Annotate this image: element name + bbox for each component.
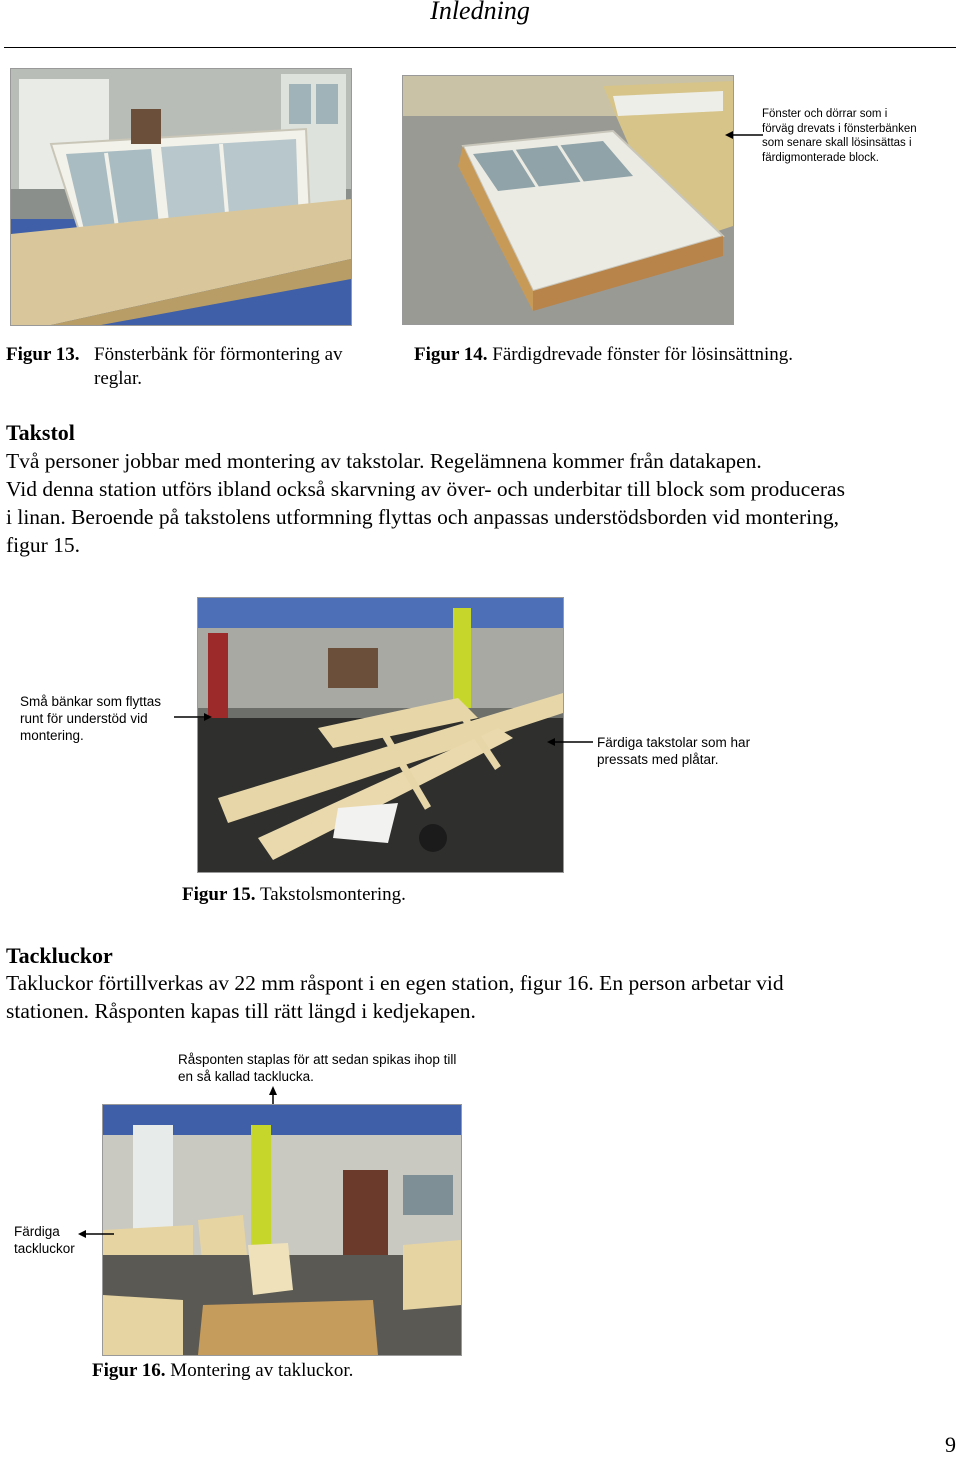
figure-14-caption: [414, 343, 914, 367]
figure-14-annotation: Fönster och dörrar som i förväg drevats i fönsterbänken som senare skall lösinsättas i färdigmonterade block.: [762, 108, 917, 164]
figure-16-photo: [102, 1104, 462, 1356]
figure-13-label: Figur 13.: [6, 344, 80, 365]
section-heading-tackluckor: Tackluckor: [6, 943, 113, 968]
figure-14-arrow: [725, 128, 765, 142]
figure-15-annotation-left: Små bänkar som flyttas runt för understöd vid montering.: [20, 694, 162, 743]
figure-14-label: Figur 14.: [414, 344, 488, 365]
figure-16-label: Figur 16.: [92, 1360, 166, 1381]
figure-16-caption: [92, 1359, 592, 1383]
figure-15-text: Takstolsmontering.: [259, 884, 406, 905]
figure-13-caption: [6, 343, 386, 391]
figure-14-text: Färdigdrevade fönster för lösinsättning.: [492, 344, 794, 365]
figure-15-label: Figur 15.: [182, 884, 256, 905]
figure-15-annotation-right: Färdiga takstolar som har pressats med plåtar.: [597, 735, 751, 767]
takstol-line: i linan. Beroende på takstolens utformning flyttas och anpassas understödsborden vid montering,: [6, 505, 839, 529]
figure-13-photo: [10, 68, 352, 326]
figure-13-text: Fönsterbänk för förmontering av reglar.: [94, 344, 343, 389]
section-body-takstol: [6, 447, 960, 559]
figure-16-annotation-top: Råsponten staplas för att sedan spikas ihop till en så kallad tacklucka.: [178, 1052, 457, 1084]
section-heading-takstol: Takstol: [6, 420, 75, 445]
takstol-line: figur 15.: [6, 533, 81, 557]
figure-16-text: Montering av takluckor.: [170, 1360, 354, 1381]
figure-15-arrow-right: [545, 735, 595, 749]
figure-15-photo: [197, 597, 564, 873]
page-header-title: Inledning: [430, 0, 530, 25]
figure-15-arrow-left: [172, 710, 212, 724]
tackluckor-line: Takluckor förtillverkas av 22 mm råspont i en egen station, figur 16. En person arbetar vid: [6, 971, 784, 995]
takstol-line: Vid denna station utförs ibland också skarvning av över- och underbitar till block som produceras: [6, 477, 845, 501]
figure-14-photo: [402, 75, 734, 325]
takstol-line: Två personer jobbar med montering av takstolar. Regelämnena kommer från datakapen.: [6, 449, 762, 473]
section-body-tackluckor: [6, 969, 956, 1025]
page-number: 9: [945, 1432, 956, 1457]
figure-15-caption: [182, 883, 682, 907]
figure-16-annotation-left: Färdiga tackluckor: [14, 1224, 75, 1256]
figure-16-arrow-left: [76, 1227, 116, 1241]
tackluckor-line: stationen. Råsponten kapas till rätt längd i kedjekapen.: [6, 999, 476, 1023]
header-divider: [4, 47, 956, 48]
